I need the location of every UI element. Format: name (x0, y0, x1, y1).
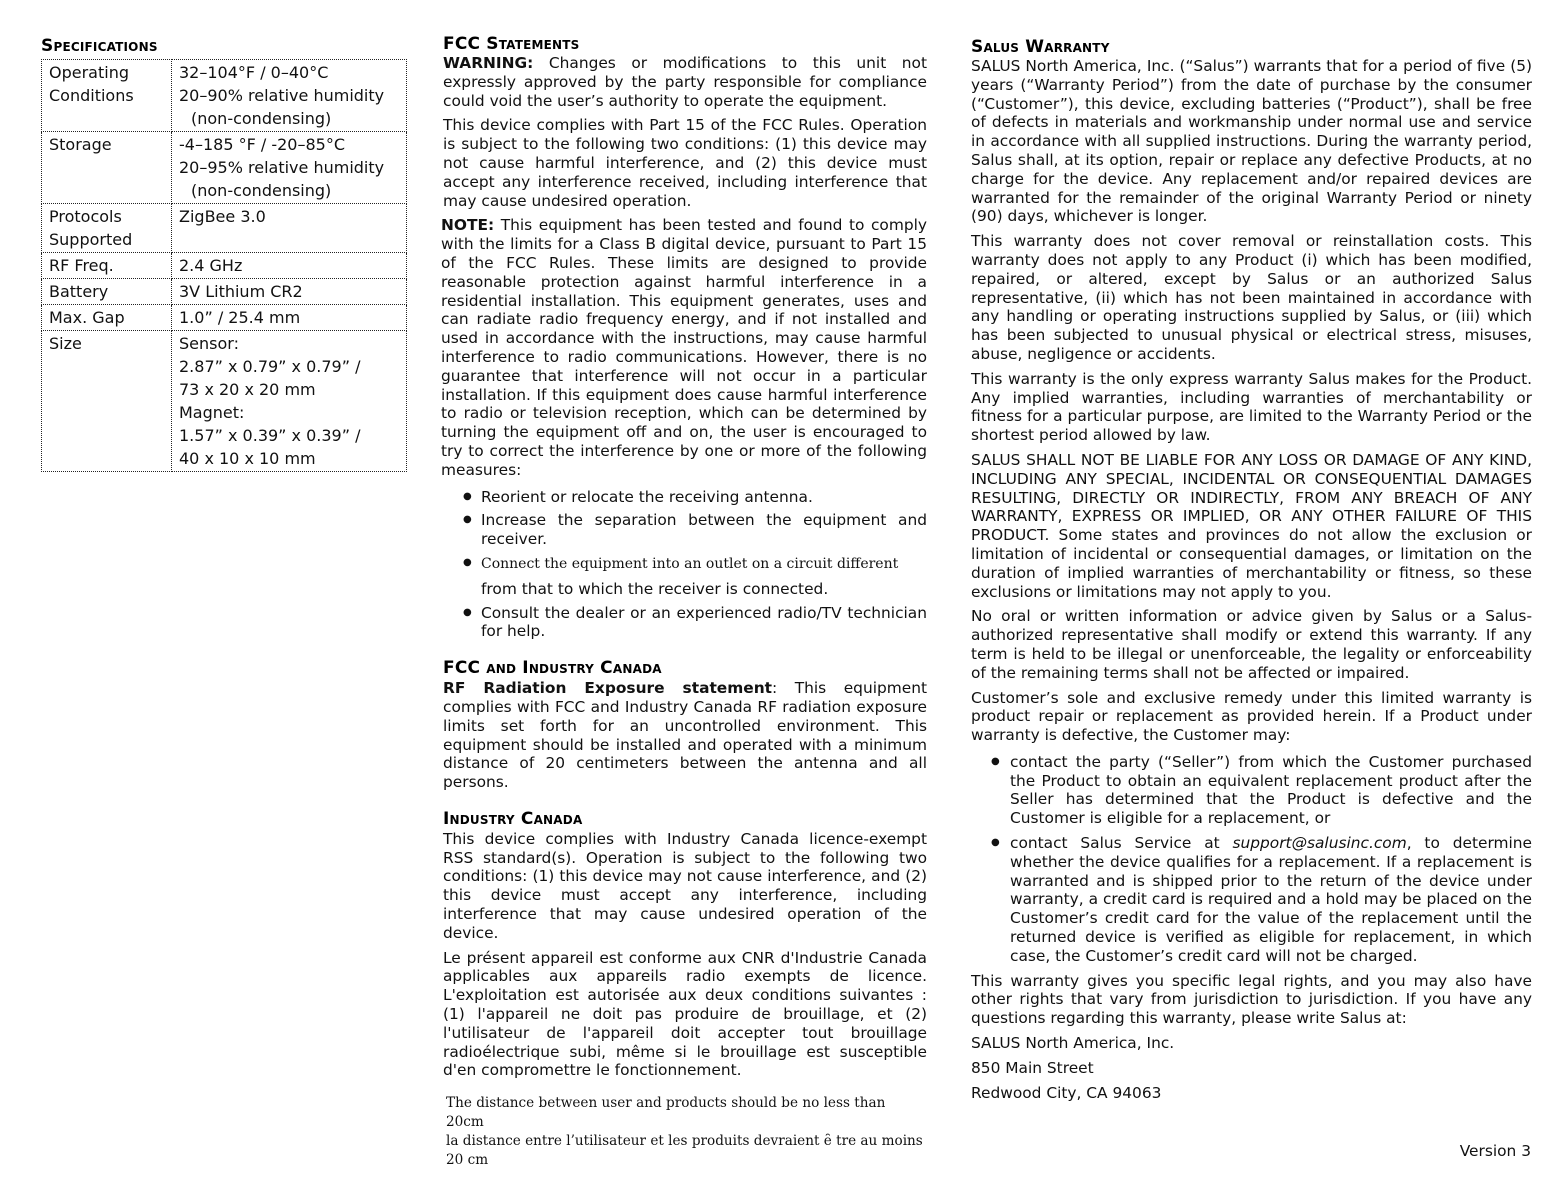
spec-value-line: 20–95% relative humidity (179, 158, 385, 177)
warranty-p3: This warranty is the only express warranty Salus makes for the Product. Any implied warranties, including warranties of merchantability or fitness for a particular purpose, are limited to the Warranty Period or the shortest period allowed by law. (971, 369, 1532, 445)
fcc-measures-list (443, 488, 927, 642)
spec-value-line: ZigBee 3.0 (179, 207, 266, 226)
spec-label (42, 305, 172, 331)
list-item: ● Consult the dealer or an experienced radio/TV technician for help. (443, 604, 927, 642)
specifications-table (41, 59, 407, 472)
spec-label (42, 60, 172, 132)
spec-value-line: Magnet: (179, 403, 245, 422)
spec-value-line: (non-condensing) (191, 109, 332, 128)
warranty-p1: SALUS North America, Inc. (“Salus”) warrants that for a period of five (5) years (“Warranty Period”) from the date of purchase by the consumer (“Customer”), this device, excluding batteries (“Product”), shall be free of defects in materials and workmanship under normal use and service in accordance with all supplied instructions. During the warranty period, Salus shall, at its option, repair or replace any defective Products, at no charge for the device. Any replacement and/or repaired devices are warranted for the remainder of the original Warranty Period or ninety (90) days, whichever is longer. (971, 57, 1532, 226)
spec-value (172, 60, 407, 132)
list-item: ● contact the party (“Seller”) from which the Customer purchased the Product to obtain an equivalent replacement product after the Seller has determined that the Product is defective and the Customer is eligible for a replacement, or (971, 753, 1532, 828)
warranty-heading: Salus Warranty (971, 37, 1110, 57)
spec-value (172, 279, 407, 305)
fcc-column (443, 34, 927, 1170)
note-label: NOTE: (441, 216, 495, 235)
warranty-p4: SALUS SHALL NOT BE LIABLE FOR ANY LOSS OR DAMAGE OF ANY KIND, INCLUDING ANY SPECIAL, INCIDENTAL OR CONSEQUENTIAL DAMAGES RESULTING, DIRECTLY OR INDIRECTLY, FROM ANY BREACH OF ANY WARRANTY, EXPRESS OR IMPLIED, OR ANY OTHER FAILURE OF THIS PRODUCT. Some states and provinces do not allow the exclusion or limitation of incidental or consequential damages, or limitation on the duration of implied warranties of merchantability or fitness, so these exclusions or limitations may not apply to you. (971, 450, 1532, 601)
distance-note-fr: la distance entre l’utilisateur et les produits devraient ȇ tre au moins 20 cm (446, 1133, 923, 1169)
support-email-link[interactable]: support@salusinc.com (1232, 834, 1407, 853)
spec-label-line: Conditions (49, 86, 134, 105)
fcc-note (441, 216, 927, 479)
spec-value-line: 1.57” x 0.39” x 0.39” / (179, 426, 361, 445)
spec-label-line: Battery (49, 282, 109, 301)
spec-value-line: 20–90% relative humidity (179, 86, 385, 105)
spec-label-line: RF Freq. (49, 256, 114, 275)
rf-exposure-label: RF Radiation Exposure statement (443, 679, 773, 698)
specifications-heading: Specifications (41, 36, 158, 56)
spec-value-line: 73 x 20 x 20 mm (179, 380, 316, 399)
address-line: SALUS North America, Inc. (971, 1034, 1175, 1053)
version-label: Version 3 (1459, 1142, 1531, 1160)
spec-value (172, 305, 407, 331)
spec-label-line: Storage (49, 135, 112, 154)
warranty-remedies-list (971, 753, 1532, 966)
address-line: Redwood City, CA 94063 (971, 1083, 1162, 1102)
table-row (42, 253, 407, 279)
spec-label-line: Protocols (49, 207, 122, 226)
fcc-warning (443, 54, 927, 110)
spec-value-line: 3V Lithium CR2 (179, 282, 303, 301)
ic-heading: Industry Canada (443, 808, 583, 829)
spec-value (172, 331, 407, 472)
warranty-column (971, 37, 1532, 1102)
spec-label (42, 204, 172, 253)
list-item: ● Increase the separation between the equipment and receiver. (443, 511, 927, 549)
fcc-heading: FCC Statements (443, 34, 580, 54)
spec-value (172, 132, 407, 204)
fcc-part15: This device complies with Part 15 of the FCC Rules. Operation is subject to the following two conditions: (1) this device may not cause harmful interference, and (2) this device must accept any interference received, including interference that may cause undesired operation. (443, 116, 927, 210)
spec-label (42, 253, 172, 279)
spec-label-line: Max. Gap (49, 308, 125, 327)
warranty-p6: Customer’s sole and exclusive remedy under this limited warranty is product repair or replacement as provided herein. If a Product under warranty is defective, the Customer may: (971, 688, 1532, 745)
spec-value (172, 204, 407, 253)
spec-label (42, 132, 172, 204)
fcc-ic-heading: FCC and Industry Canada (443, 658, 662, 679)
spec-label-line: Operating (49, 63, 129, 82)
spec-value-line: 1.0” / 25.4 mm (179, 308, 301, 327)
specifications-section (41, 36, 407, 472)
table-row (42, 331, 407, 472)
measure-text: from that to which the receiver is connected. (481, 579, 829, 598)
spec-label (42, 331, 172, 472)
spec-value-line: 2.87” x 0.79” x 0.79” / (179, 357, 361, 376)
list-item: ● Reorient or relocate the receiving antenna. (443, 488, 927, 507)
table-row (42, 279, 407, 305)
rf-exposure-statement (443, 679, 927, 792)
list-item (443, 554, 927, 599)
table-row (42, 60, 407, 132)
remedy-text: , to determine whether the device qualifies for a replacement. If a replacement is warranted and is shipped prior to the return of the device under warranty, a credit card is required and a hold may be placed on the Customer’s credit card for the value of the replacement until the returned device is verified as eligible for replacement, in which case, the Customer’s credit card will not be charged. (1010, 834, 1532, 965)
warning-text: Changes or modifications to this unit not expressly approved by the party responsible for compliance could void the user’s authority to operate the equipment. (443, 54, 927, 110)
table-row (42, 132, 407, 204)
spec-label-line: Supported (49, 230, 133, 249)
spec-label-line: Size (49, 334, 82, 353)
warranty-p2: This warranty does not cover removal or reinstallation costs. This warranty does not apply to any Product (i) which has been modified, repaired, or altered, except by Salus or an authorized Salus representative, (ii) which has not been maintained in accordance with any handling or operating instructions supplied by Salus, or (iii) which has been subjected to unusual physical or electrical stress, misuses, abuse, negligence or accidents. (971, 232, 1532, 363)
spec-value-line: -4–185 °F / -20–85°C (179, 135, 346, 154)
note-text: This equipment has been tested and found to comply with the limits for a Class B digital device, pursuant to Part 15 of the FCC Rules. These limits are designed to provide reasonable protection against harmful interference in a residential installation. This equipment generates, uses and can radiate radio frequency energy, and if not installed and used in accordance with the instructions, may cause harmful interference to radio communications. However, there is no guarantee that interference will not occur in a particular installation. If this equipment does cause harmful interference to radio or television reception, which can be determined by turning the equipment off and on, the user is encouraged to try to correct the interference by one or more of the following measures: (441, 216, 927, 479)
table-row (42, 305, 407, 331)
spec-value-line: 32–104°F / 0–40°C (179, 63, 329, 82)
address-line: 850 Main Street (971, 1058, 1094, 1077)
spec-label (42, 279, 172, 305)
rf-exposure-text: : This equipment complies with FCC and Industry Canada RF radiation exposure limits set forth for an uncontrolled environment. This equipment should be installed and operated with a minimum distance of 20 centimeters between the antenna and all persons. (443, 679, 927, 792)
warranty-p7: This warranty gives you specific legal rights, and you may also have other rights that vary from jurisdiction to jurisdiction. If you have any questions regarding this warranty, please write Salus at: (971, 971, 1532, 1028)
warranty-p5: No oral or written information or advice given by Salus or a Salus-authorized representative shall modify or extend this warranty. If any term is held to be illegal or unenforceable, the legality or enforceability of the remaining terms shall not be affected or impaired. (971, 607, 1532, 682)
table-row (42, 204, 407, 253)
remedy-text: contact Salus Service at (1010, 834, 1233, 853)
warning-label: WARNING: (443, 54, 534, 72)
spec-value (172, 253, 407, 279)
spec-value-line: (non-condensing) (191, 181, 332, 200)
spec-value-line: Sensor: (179, 334, 239, 353)
salus-address (971, 1034, 1532, 1102)
ic-english: This device complies with Industry Canada licence-exempt RSS standard(s). Operation is subject to the following two conditions: (1) this device may not cause interference, and (2) this device must accept any interference, including interference that may cause undesired operation of the device. (443, 829, 927, 942)
ic-french: Le présent appareil est conforme aux CNR d'Industrie Canada applicables aux appareils radio exempts de licence. L'exploitation est autorisée aux deux conditions suivantes : (1) l'appareil ne doit pas produire de brouillage, et (2) l'utilisateur de l'appareil doit accepter tout brouillage radioélectrique subi, même si le brouillage est susceptible d'en compromettre le fonctionnement. (443, 948, 927, 1080)
list-item (971, 834, 1532, 966)
spec-value-line: 40 x 10 x 10 mm (179, 449, 316, 468)
distance-note-en: The distance between user and products should be no less than 20cm (446, 1095, 886, 1131)
spec-value-line: 2.4 GHz (179, 256, 243, 275)
measure-text: Connect the equipment into an outlet on a circuit different (481, 555, 899, 572)
